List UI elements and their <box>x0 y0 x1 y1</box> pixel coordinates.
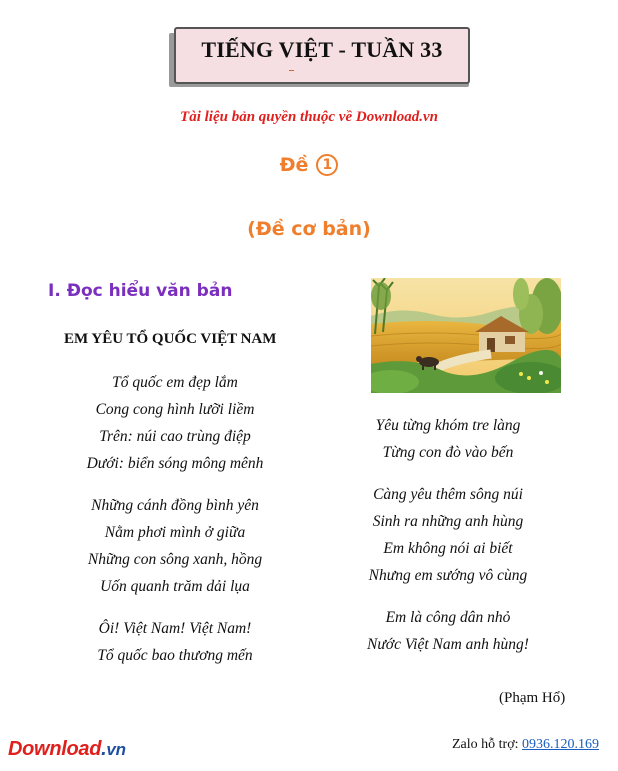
landscape-image <box>371 278 561 393</box>
poem-stanza <box>318 412 578 466</box>
exam-heading <box>0 154 618 176</box>
exam-subtitle: (Đề cơ bản) <box>247 218 371 240</box>
village-landscape-illustration <box>371 278 561 393</box>
poem-line: Những cánh đồng bình yên <box>91 497 259 514</box>
logo-main-text: Download <box>8 738 102 760</box>
poem-line: Ôi! Việt Nam! Việt Nam! <box>98 620 252 637</box>
poem-line: Em không nói ai biết <box>383 540 513 557</box>
poem-line: Em là công dân nhỏ <box>385 609 511 626</box>
copyright-notice: Tài liệu bản quyền thuộc về Download.vn <box>180 109 438 125</box>
poem-stanza <box>45 492 305 600</box>
title-decoration <box>289 70 294 71</box>
poem-line: Cong cong hình lưỡi liềm <box>95 401 255 418</box>
section-heading: I. Đọc hiểu văn bản <box>48 281 233 301</box>
logo-extension: vn <box>106 740 126 759</box>
poem-line: Nhưng em sướng vô cùng <box>368 567 528 584</box>
poem-stanza <box>45 615 305 669</box>
poem-title: EM YÊU TỔ QUỐC VIỆT NAM <box>64 331 277 347</box>
exam-number-badge: 1 <box>316 154 338 176</box>
poem-line: Yêu từng khóm tre làng <box>375 417 521 434</box>
poem-line: Nước Việt Nam anh hùng! <box>367 636 529 653</box>
poem-line: Tổ quốc bao thương mến <box>97 647 253 664</box>
zalo-support <box>452 737 599 753</box>
poem-line: Uốn quanh trăm dải lụa <box>100 578 250 595</box>
poem-line: Sinh ra những anh hùng <box>372 513 524 530</box>
poem-line: Những con sông xanh, hồng <box>87 551 263 568</box>
poem-stanza <box>45 369 305 477</box>
poem-line: Nằm phơi mình ở giữa <box>104 524 246 541</box>
poem-line: Trên: núi cao trùng điệp <box>99 428 251 445</box>
zalo-label: Zalo hỗ trợ: <box>452 737 522 752</box>
title-box <box>174 27 470 84</box>
download-logo[interactable] <box>8 738 126 761</box>
exam-label: Đề <box>279 154 309 176</box>
poem-author: (Phạm Hổ) <box>499 690 566 706</box>
poem-line: Càng yêu thêm sông núi <box>373 486 523 503</box>
poem-stanza <box>318 604 578 658</box>
poem-line: Từng con đò vào bến <box>382 444 514 461</box>
page-title: TIẾNG VIỆT - TUẦN 33 <box>201 37 443 62</box>
poem-stanza <box>318 481 578 589</box>
poem-line: Dưới: biển sóng mông mênh <box>86 455 264 472</box>
poem-line: Tổ quốc em đẹp lắm <box>112 374 238 391</box>
logo-dot: . <box>101 738 107 760</box>
zalo-phone-link[interactable]: 0936.120.169 <box>522 737 599 752</box>
